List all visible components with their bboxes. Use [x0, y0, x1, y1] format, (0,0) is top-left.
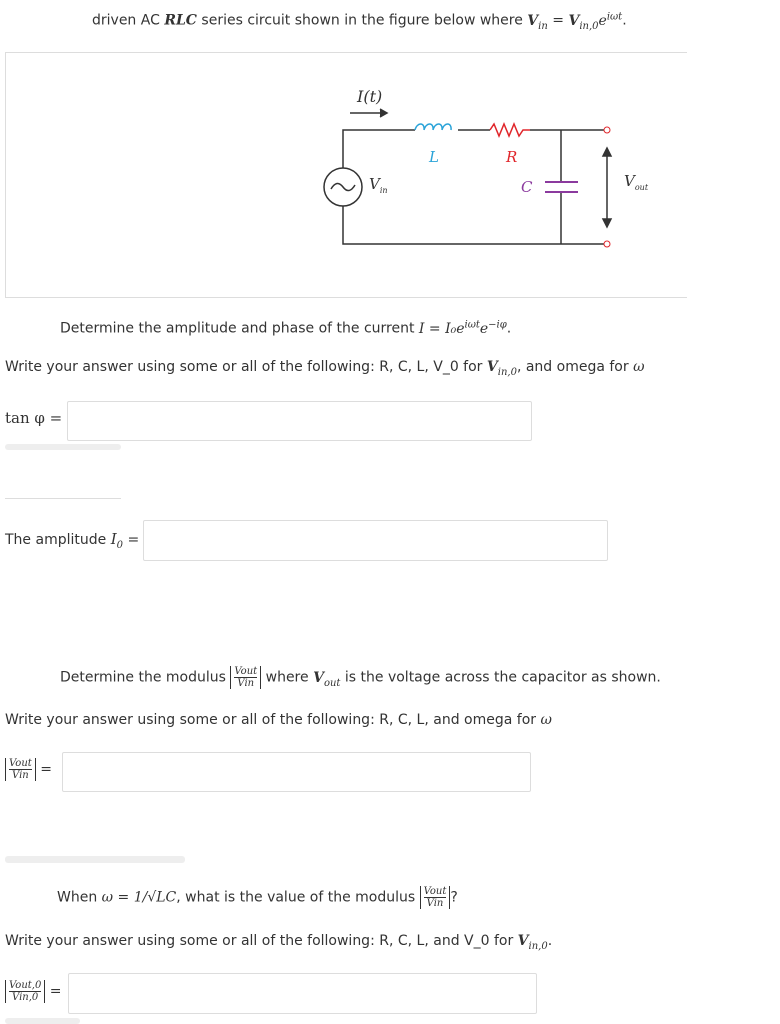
- answer-toolbar: [5, 856, 185, 863]
- amplitude-label: The amplitude $I_0$ =: [5, 530, 140, 551]
- q1-prompt: Determine the amplitude and phase of the current $I = I_0e^{i\omega t}e^{-i\varphi}$.: [60, 319, 512, 337]
- rlc-label: RLC: [164, 12, 197, 29]
- answer-toolbar: [5, 444, 121, 450]
- capacitor-icon: [545, 182, 578, 192]
- vin-symbol: $V_{in}$: [527, 12, 548, 32]
- tan-phi-label: tan φ =: [5, 409, 63, 427]
- intro-part: series circuit shown in the figure below where: [201, 12, 523, 29]
- modulus-label: $\frac{\text{Vout}}{\text{Vin}}$ =: [5, 758, 52, 781]
- q3-prompt: When ω = 1/√LC, what is the value of the modulus $\frac{\text{Vout}}{\text{Vin}}$?: [57, 886, 458, 909]
- divider: [5, 498, 121, 499]
- inductor-icon: [415, 124, 451, 130]
- amplitude-input[interactable]: [143, 520, 608, 561]
- modulus-0-label: $\frac{\text{Vout,0}}{\text{Vin,0}}$ =: [5, 980, 62, 1003]
- q3-instructions: Write your answer using some or all of the following: R, C, L, and V_0 for $V_{in,0}$.: [5, 933, 553, 952]
- vin0-symbol: $V_{in,0}e^{i\omega t}$: [568, 11, 623, 32]
- modulus-0-input[interactable]: [68, 973, 537, 1014]
- vout-label: $V_{out}$: [624, 172, 649, 192]
- circuit-diagram: [0, 0, 780, 300]
- q2-instructions: Write your answer using some or all of the following: R, C, L, and omega for ω: [5, 712, 552, 728]
- terminal-icon: [604, 241, 610, 247]
- resistor-label: R: [506, 148, 518, 166]
- inductor-label: L: [429, 148, 439, 166]
- tan-phi-input[interactable]: [67, 401, 532, 441]
- resistor-icon: [490, 124, 530, 136]
- vin-label: $V_{in}$: [369, 175, 388, 195]
- terminal-icon: [604, 127, 610, 133]
- current-label: I(t): [357, 87, 383, 106]
- q2-prompt: Determine the modulus $\frac{\text{Vout}}{\text{Vin}}$ where $V_{out}$ is the voltage across the capacitor as shown.: [60, 666, 661, 689]
- eq: =: [547, 12, 569, 29]
- q1-instructions: Write your answer using some or all of the following: R, C, L, V_0 for $V_{in,0}$, and omega for ω: [5, 359, 645, 378]
- intro-text: driven AC RLC series circuit shown in the figure below where $V_{in} = V_{in,0}e^{i\omega t}$.: [92, 11, 627, 32]
- answer-toolbar: [5, 1018, 80, 1024]
- capacitor-label: C: [521, 178, 533, 196]
- intro-part: driven AC: [92, 12, 160, 29]
- modulus-input[interactable]: [62, 752, 531, 792]
